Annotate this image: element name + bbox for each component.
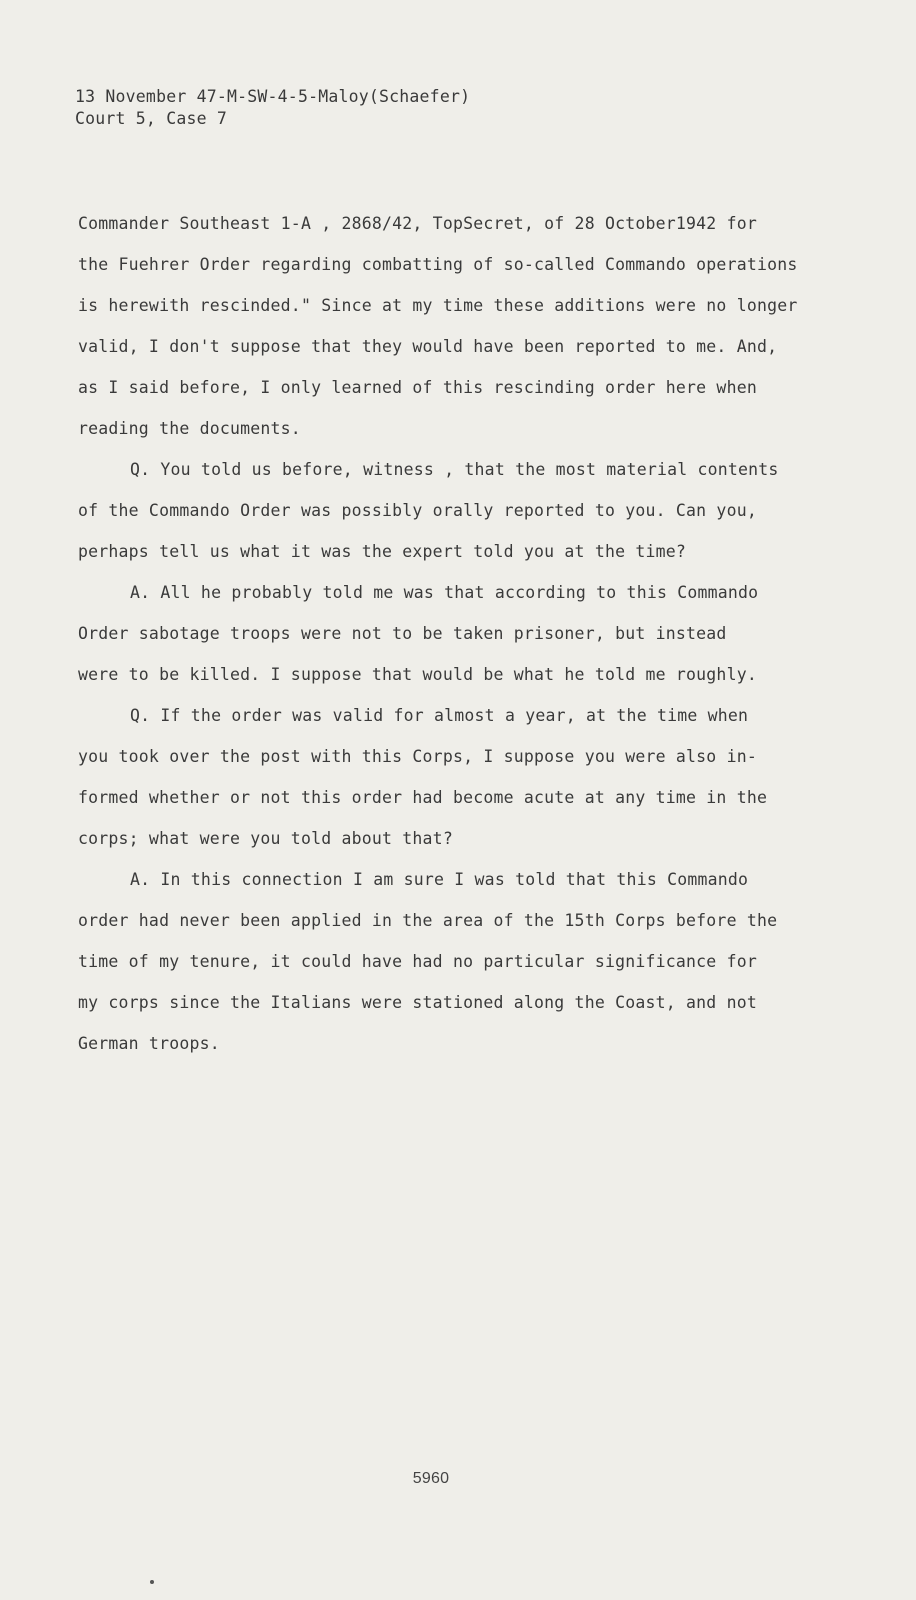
transcript-line: is herewith rescinded." Since at my time these additions were no longer <box>78 296 798 315</box>
transcript-line: perhaps tell us what it was the expert told you at the time? <box>78 542 687 561</box>
header-date-reference: 13 November 47-M-SW-4-5-Maloy(Schaefer) <box>75 87 471 106</box>
transcript-line: German troops. <box>78 1034 220 1053</box>
transcript-line: corps; what were you told about that? <box>78 829 453 848</box>
question-line: Q. If the order was valid for almost a year, at the time when <box>130 706 749 725</box>
transcript-line: of the Commando Order was possibly orally reported to you. Can you, <box>78 501 757 520</box>
paper-speck <box>150 1580 154 1584</box>
transcript-line: my corps since the Italians were stationed along the Coast, and not <box>78 993 757 1012</box>
header-court-case: Court 5, Case 7 <box>75 109 228 128</box>
answer-line: A. All he probably told me was that according to this Commando <box>130 583 759 602</box>
transcript-line: Order sabotage troops were not to be taken prisoner, but instead <box>78 624 727 643</box>
transcript-line: were to be killed. I suppose that would be what he told me roughly. <box>78 665 757 684</box>
transcript-line: as I said before, I only learned of this rescinding order here when <box>78 378 757 397</box>
transcript-line: valid, I don't suppose that they would have been reported to me. And, <box>78 337 778 356</box>
transcript-line: Commander Southeast 1-A , 2868/42, TopSecret, of 28 October1942 for <box>78 214 757 233</box>
question-line: Q. You told us before, witness , that the most material contents <box>130 460 779 479</box>
transcript-line: you took over the post with this Corps, I suppose you were also in- <box>78 747 757 766</box>
transcript-line: time of my tenure, it could have had no particular significance for <box>78 952 757 971</box>
document-header <box>75 86 470 130</box>
answer-line: A. In this connection I am sure I was told that this Commando <box>130 870 749 889</box>
transcript-body <box>78 203 808 1064</box>
transcript-line: the Fuehrer Order regarding combatting of so-called Commando operations <box>78 255 798 274</box>
transcript-line: order had never been applied in the area of the 15th Corps before the <box>78 911 778 930</box>
transcript-line: reading the documents. <box>78 419 301 438</box>
page-number: 5960 <box>412 1470 450 1487</box>
transcript-line: formed whether or not this order had become acute at any time in the <box>78 788 768 807</box>
